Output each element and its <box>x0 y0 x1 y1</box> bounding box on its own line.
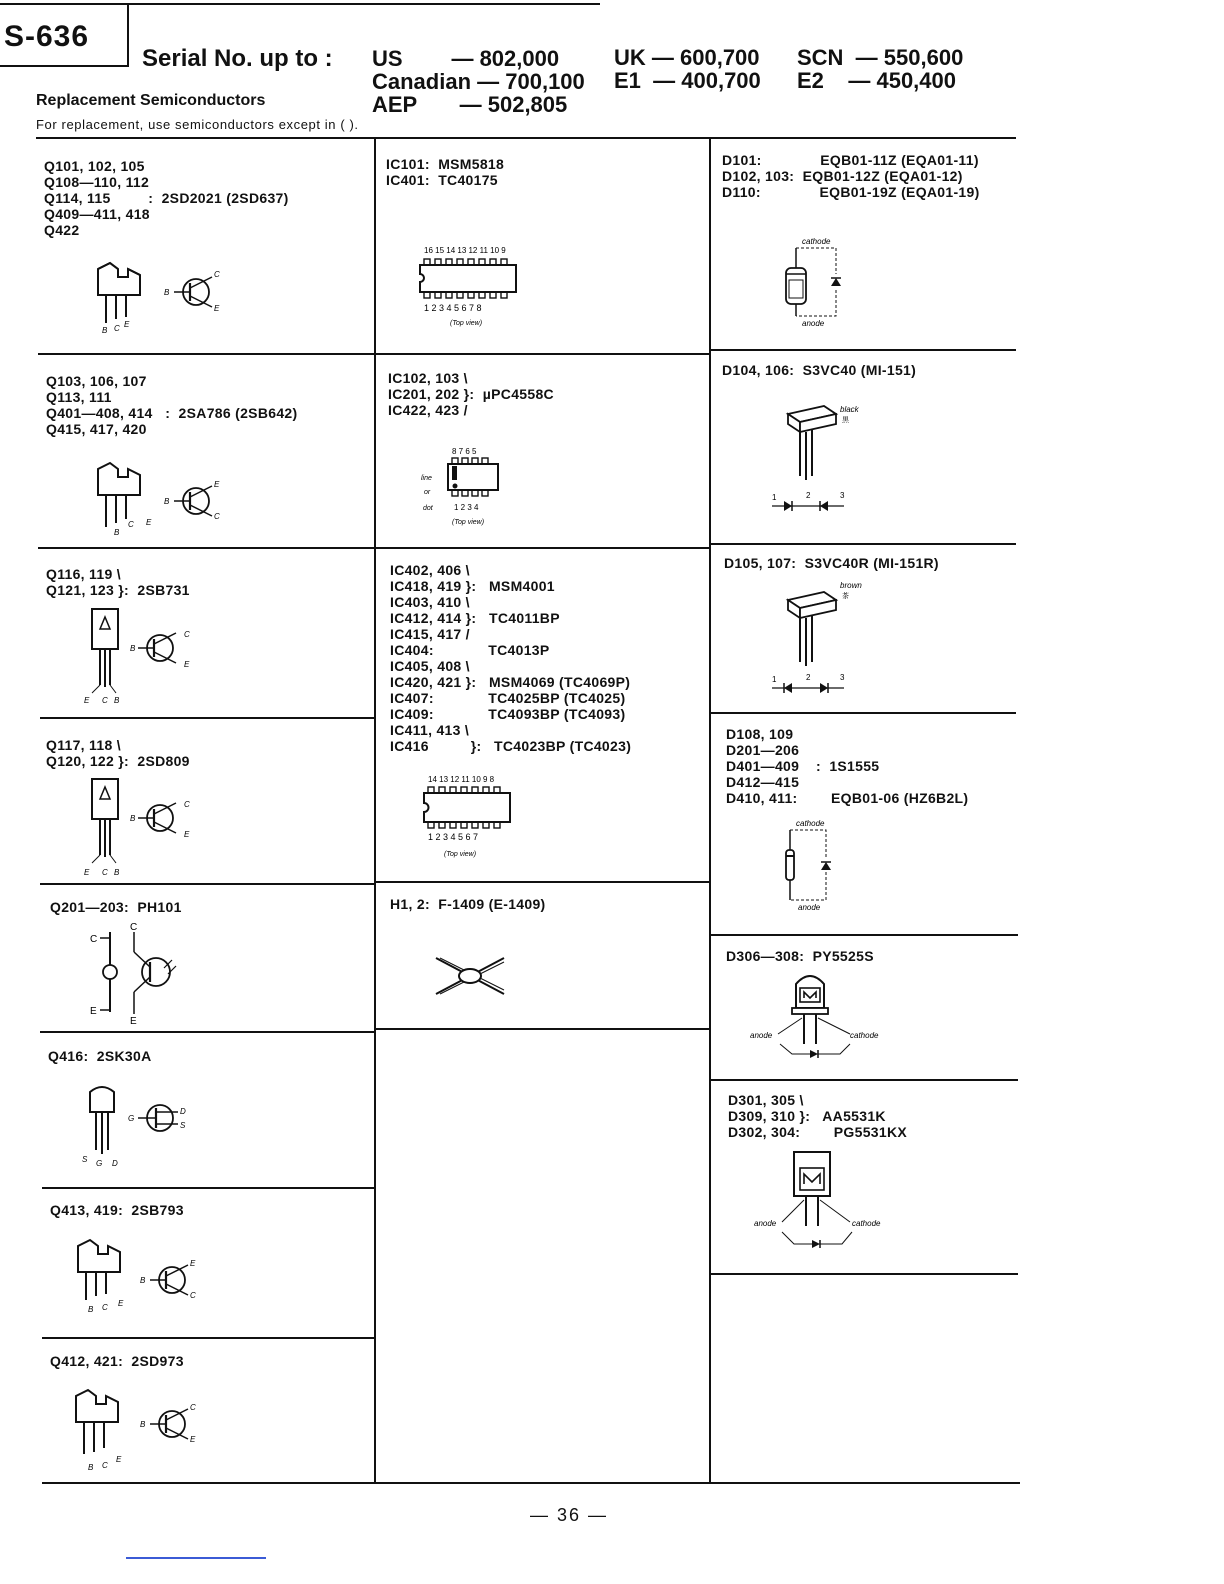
ic-dip16-diagram <box>418 244 528 330</box>
transistor-package-diagram <box>78 775 218 880</box>
symbol-label-e: E <box>190 1259 196 1268</box>
pin-label-e: E <box>124 320 130 329</box>
pin-label-s: S <box>82 1155 88 1164</box>
symbol-label-e: E <box>130 1016 137 1027</box>
serial-list-2: UK — 600,700 E1 — 400,700 <box>614 45 761 93</box>
pin-label-1: 1 <box>772 493 777 502</box>
part-label: IC102, 103 \ IC201, 202 }: µPC4558C IC422, 423 / <box>388 370 554 418</box>
pin-label-c: C <box>128 520 134 529</box>
pin-label-e: E <box>118 1299 124 1308</box>
right-row-rule <box>711 712 1016 714</box>
left-row-rule <box>42 1187 376 1189</box>
middle-row-rule <box>376 353 709 355</box>
zener-diode-diagram <box>778 234 868 330</box>
serial-label: Serial No. up to : <box>142 45 333 72</box>
top-view-label: (Top view) <box>444 851 477 858</box>
symbol-label-s: S <box>180 1121 186 1130</box>
right-row-rule <box>711 349 1016 351</box>
anode-label: anode <box>750 1031 773 1040</box>
symbol-label-c: C <box>190 1291 196 1300</box>
part-label: Q116, 119 \ Q121, 123 }: 2SB731 <box>46 566 190 598</box>
symbol-label-b: B <box>140 1420 146 1429</box>
symbol-label-b: B <box>164 497 170 506</box>
symbol-label-b: B <box>164 288 170 297</box>
pin-label-1: 1 <box>772 675 777 684</box>
middle-row-rule <box>376 1028 709 1030</box>
symbol-label-d: D <box>180 1107 186 1116</box>
left-row-rule <box>40 1031 374 1033</box>
pin-label-b: B <box>88 1463 94 1472</box>
led-diagram <box>748 1148 898 1258</box>
top-pin-numbers: 16 15 14 13 12 11 10 9 <box>424 246 506 255</box>
part-label: Q416: 2SK30A <box>48 1048 152 1064</box>
pin-label-b: B <box>102 326 108 335</box>
pin-label-b: B <box>114 696 120 705</box>
top-rule <box>0 3 600 5</box>
symbol-label-c: C <box>130 922 138 933</box>
switching-diode-diagram <box>778 816 858 916</box>
cathode-label: cathode <box>796 819 825 828</box>
left-row-rule <box>42 1337 376 1339</box>
symbol-label-c: C <box>214 270 220 279</box>
pin-label-g: G <box>96 1159 103 1168</box>
symbol-label-b: B <box>140 1276 146 1285</box>
middle-row-rule <box>376 881 709 883</box>
right-row-rule <box>711 934 1018 936</box>
model-box-bottom <box>0 65 129 67</box>
left-row-rule <box>38 547 374 549</box>
part-label: Q201—203: PH101 <box>50 899 182 915</box>
pin-label-b: B <box>114 528 120 537</box>
symbol-label-e: E <box>184 830 190 839</box>
transistor-package-diagram <box>70 1232 210 1312</box>
col-divider-1 <box>374 138 376 1483</box>
serial-list-3: SCN — 550,600 E2 — 450,400 <box>797 45 964 93</box>
cathode-label: cathode <box>802 237 831 246</box>
color-label: black <box>840 405 859 414</box>
right-row-rule <box>711 1079 1018 1081</box>
symbol-label-b: B <box>130 644 136 653</box>
part-label: D104, 106: S3VC40 (MI-151) <box>722 362 917 378</box>
transistor-package-diagram <box>78 605 218 710</box>
pin-label-d: D <box>112 1159 118 1168</box>
ic-dip14-diagram <box>422 772 522 860</box>
symbol-label-e: E <box>190 1435 196 1444</box>
left-row-rule <box>40 883 374 885</box>
transistor-package-diagram <box>68 1382 208 1472</box>
symbol-label-c: C <box>184 800 190 809</box>
symbol-label-c: C <box>214 512 220 521</box>
part-label: D301, 305 \ D309, 310 }: AA5531K D302, 304: PG5531KX <box>728 1092 908 1140</box>
part-label: Q413, 419: 2SB793 <box>50 1202 184 1218</box>
bottom-rule <box>42 1482 1020 1484</box>
fet-package-diagram <box>76 1082 216 1172</box>
or-label: or <box>424 489 431 496</box>
part-label: Q412, 421: 2SD973 <box>50 1353 184 1369</box>
replacement-note: For replacement, use semiconductors except in ( ). <box>36 117 359 132</box>
part-label: D105, 107: S3VC40R (MI-151R) <box>724 555 939 571</box>
part-label: IC402, 406 \ IC418, 419 }: MSM4001 IC403, 410 \ IC412, 414 }: TC4011BP IC415, 417 / IC404: TC4013P IC405, 408 \ IC420, 421 }: MSM4069 (TC4069P) IC407: TC4025BP (TC4025) IC409: TC4093BP (TC4093) IC411, 413 \ IC416 }: TC4023BP (TC4023) <box>390 562 632 754</box>
symbol-label-c: C <box>184 630 190 639</box>
pin-label-2: 2 <box>806 673 811 682</box>
right-row-rule <box>711 1273 1018 1275</box>
color-label: brown <box>840 581 862 590</box>
color-label-jp: 黒 <box>842 417 849 424</box>
footer-blue-line <box>126 1557 266 1559</box>
model-number: S-636 <box>4 20 90 53</box>
dot-label: dot <box>423 505 433 512</box>
part-label: D101: EQB01-11Z (EQA01-11) D102, 103: EQB01-12Z (EQA01-12) D110: EQB01-19Z (EQA01-19) <box>722 152 980 200</box>
top-pin-numbers: 8 7 6 5 <box>452 447 477 456</box>
page-number: — 36 — <box>530 1505 609 1525</box>
line-label: line <box>421 475 432 482</box>
symbol-label-e: E <box>214 480 220 489</box>
pin-label-c: C <box>102 1303 108 1312</box>
ic-dip8-diagram <box>418 444 518 528</box>
left-row-rule <box>40 717 374 719</box>
top-pin-numbers: 14 13 12 11 10 9 8 <box>428 775 495 784</box>
bottom-pin-numbers: 1 2 3 4 <box>454 503 479 512</box>
pin-label-e: E <box>84 868 90 877</box>
bridge-diode-diagram <box>764 576 874 700</box>
part-label: Q101, 102, 105 Q108—110, 112 Q114, 115 : 2SD2021 (2SD637) Q409—411, 418 Q422 <box>44 158 289 238</box>
bottom-pin-numbers: 1 2 3 4 5 6 7 8 <box>424 303 482 313</box>
pin-label-c: C <box>114 324 120 333</box>
subtitle: Replacement Semiconductors <box>36 92 266 109</box>
pin-label-b: B <box>114 868 120 877</box>
color-label-jp: 茶 <box>842 593 849 600</box>
bridge-diode-diagram <box>764 400 874 524</box>
header-rule <box>36 137 1016 139</box>
col-divider-2 <box>709 138 711 1483</box>
led-diagram <box>746 970 896 1066</box>
pin-label-c: C <box>90 934 98 945</box>
anode-label: anode <box>802 319 825 328</box>
part-label: D108, 109 D201—206 D401—409 : 1S1555 D412—415 D410, 411: EQB01-06 (HZ6B2L) <box>726 726 969 806</box>
top-view-label: (Top view) <box>450 320 483 327</box>
pin-label-c: C <box>102 1461 108 1470</box>
symbol-label-b: B <box>130 814 136 823</box>
phototransistor-diagram <box>82 922 202 1026</box>
pin-label-e: E <box>90 1006 97 1017</box>
model-box-right <box>127 4 129 66</box>
anode-label: anode <box>798 903 821 912</box>
pin-label-e: E <box>84 696 90 705</box>
right-row-rule <box>711 543 1016 545</box>
pin-label-e: E <box>146 518 152 527</box>
top-view-label: (Top view) <box>452 519 485 526</box>
pin-label-b: B <box>88 1305 94 1314</box>
part-label: Q103, 106, 107 Q113, 111 Q401—408, 414 : 2SA786 (2SB642) Q415, 417, 420 <box>46 373 298 437</box>
transistor-package-diagram <box>90 255 230 335</box>
pin-label-e: E <box>116 1455 122 1464</box>
part-label: Q117, 118 \ Q120, 122 }: 2SD809 <box>46 737 190 769</box>
part-label: IC101: MSM5818 IC401: TC40175 <box>386 156 505 188</box>
symbol-label-e: E <box>184 660 190 669</box>
transistor-package-diagram <box>90 455 230 535</box>
bottom-pin-numbers: 1 2 3 4 5 6 7 <box>428 832 479 842</box>
serial-list-1: US — 802,000 Canadian — 700,100 AEP — 502,805 <box>372 46 585 117</box>
pin-label-c: C <box>102 868 108 877</box>
left-row-rule <box>38 353 374 355</box>
middle-row-rule <box>376 547 709 549</box>
part-label: D306—308: PY5525S <box>726 948 874 964</box>
pin-label-c: C <box>102 696 108 705</box>
part-label: H1, 2: F-1409 (E-1409) <box>390 896 546 912</box>
symbol-label-g: G <box>128 1114 135 1123</box>
symbol-label-e: E <box>214 304 220 313</box>
pin-label-3: 3 <box>840 673 845 682</box>
heat-sink-diagram <box>432 952 508 1000</box>
cathode-label: cathode <box>850 1031 879 1040</box>
cathode-label: cathode <box>852 1219 881 1228</box>
symbol-label-c: C <box>190 1403 196 1412</box>
pin-label-2: 2 <box>806 491 811 500</box>
anode-label: anode <box>754 1219 777 1228</box>
pin-label-3: 3 <box>840 491 845 500</box>
